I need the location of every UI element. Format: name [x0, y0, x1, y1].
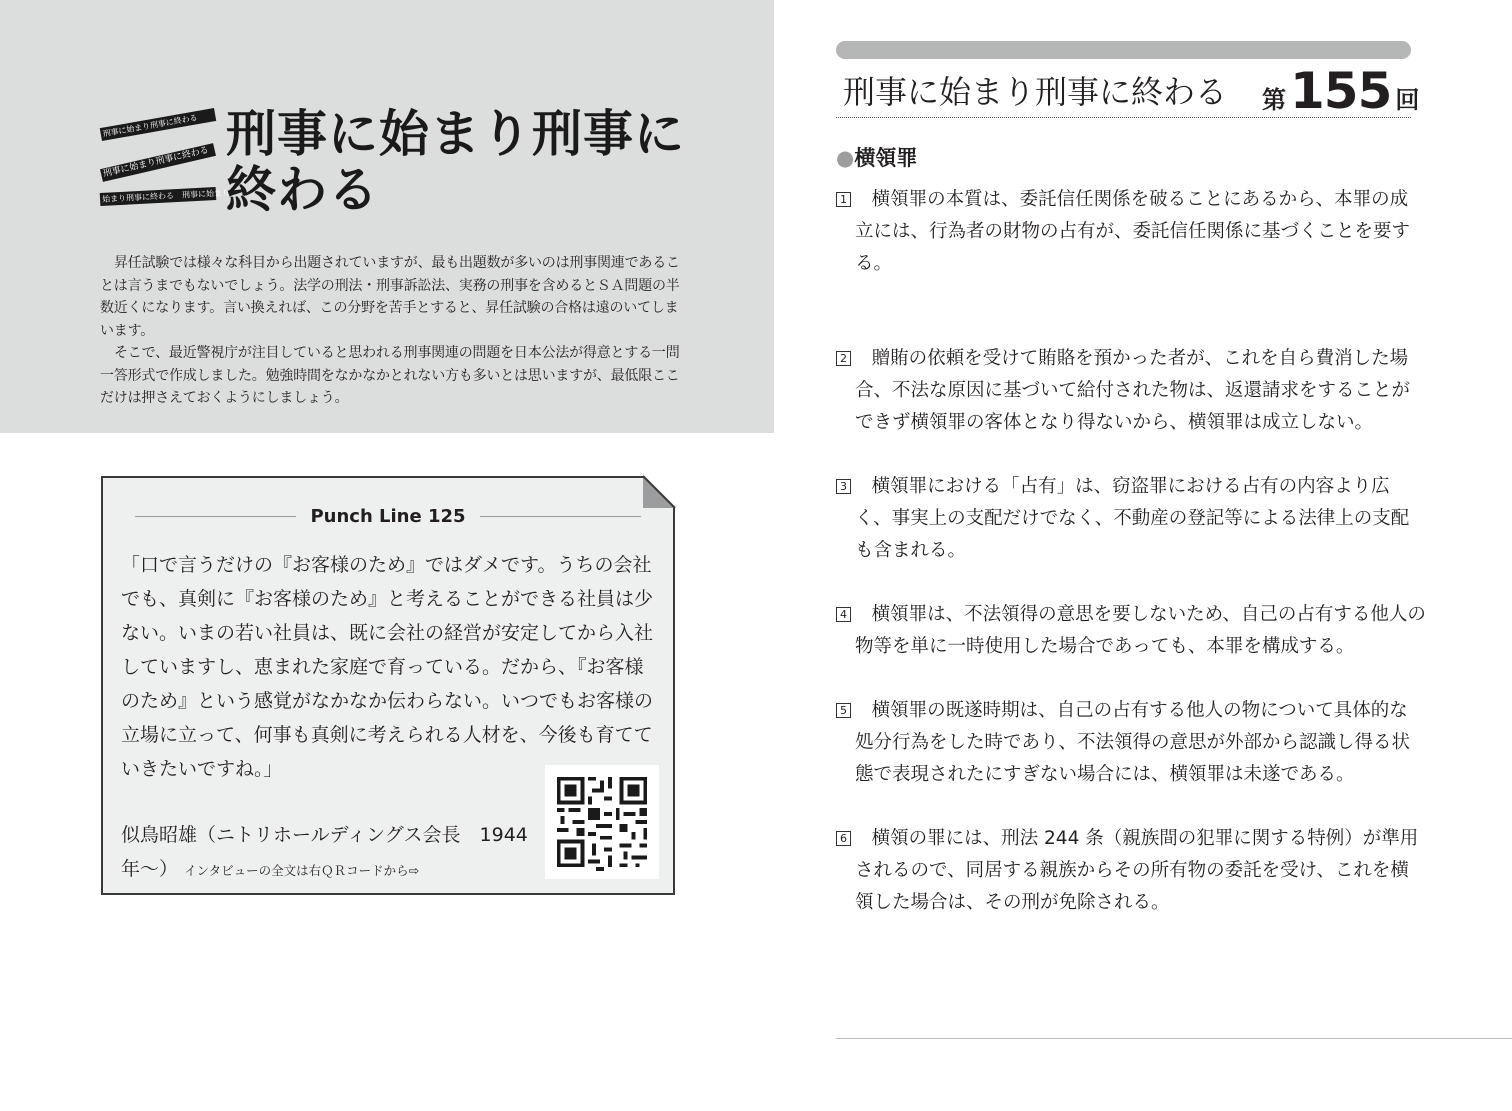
page-title-line: 終わる: [226, 161, 379, 219]
question-item: [836, 184, 1426, 280]
question-number: 4: [836, 607, 851, 622]
question-item: [836, 471, 1426, 567]
divider: [480, 516, 641, 517]
question-number: 6: [836, 831, 851, 846]
qr-code-icon[interactable]: [545, 765, 659, 879]
punch-line-author: 似鳥昭雄（ニトリホールディングス会長 1944年〜）: [121, 824, 528, 880]
intro-paragraph: そこで、最近警視庁が注目していると思われる刑事関連の問題を日本公法が得意とする一問一答形式で作成しました。勉強時間をなかなかとれない方も多いとは思いますが、最低限ここだけは押さえておくようにしましょう。: [100, 345, 680, 406]
episode-number: [1262, 62, 1419, 120]
section-title-text: 横領罪: [854, 146, 918, 170]
question-item: [836, 823, 1426, 919]
question-text: 贈賄の依頼を受けて賄賂を預かった者が、これを自ら費消した場合、不法な原因に基づいて給付された物は、返還請求をすることができず横領罪の客体となり得ないから、横領罪は成立しない。: [855, 348, 1411, 433]
punch-line-title: Punch Line 125: [310, 505, 466, 527]
divider: [135, 516, 296, 517]
title-stripe: 刑事に始まり刑事に終わる: [100, 143, 216, 182]
page-title-line: 刑事に始まり刑事に: [226, 105, 685, 163]
intro-paragraph: 昇任試験では様々な科目から出題されていますが、最も出題数が多いのは刑事関連であることは言うまでもないでしょう。法学の刑法・刑事訴訟法、実務の刑事を含めるとＳＡ問題の半数近くになります。言い換えれば、この分野を苦手とすると、昇任試験の合格は遠のいてしまいます。: [100, 255, 680, 339]
question-item: [836, 343, 1426, 439]
intro-text: [100, 252, 690, 410]
question-number: 3: [836, 479, 851, 494]
question-text: 横領罪の本質は、委託信任関係を破ることにあるから、本罪の成立には、行為者の財物の占有が、委託信任関係に基づくことを要する。: [855, 189, 1411, 274]
question-number: 5: [836, 703, 851, 718]
punch-line-box: [101, 476, 675, 895]
dotted-divider: [836, 117, 1411, 118]
question-number: 2: [836, 351, 851, 366]
punch-line-quote: 「口で言うだけの『お客様のため』ではダメです。うちの会社でも、真剣に『お客様のため』と考えることができる社員は少ない。いまの若い社員は、既に会社の経営が安定してから入社していますし、恵まれた家庭で育っている。だから、『お客様のため』という感覚がなかなか伝わらない。いつでもお客様の立場に立って、何事も真剣に考えられる人材を、今後も育てていきたいですね。」: [121, 554, 654, 780]
header-bar: [836, 41, 1411, 59]
punch-line-header: [135, 504, 641, 528]
question-text: 横領罪における「占有」は、窃盗罪における占有の内容より広く、事実上の支配だけでなく、不動産の登記等による法律上の支配も含まれる。: [855, 476, 1410, 561]
question-item: [836, 695, 1426, 791]
punch-line-attribution: [121, 818, 541, 888]
title-stripe: 刑事に始まり刑事に終わる: [100, 108, 216, 141]
qr-note: インタビューの全文は右ＱＲコードから⇨: [184, 863, 420, 878]
episode-prefix: 第: [1262, 86, 1286, 114]
question-number: 1: [836, 192, 851, 207]
title-stripes-graphic: [100, 112, 231, 212]
footer-divider: [836, 1038, 1512, 1039]
episode-count: 155: [1290, 62, 1392, 120]
question-text: 横領罪の既遂時期は、自己の占有する他人の物について具体的な処分行為をした時であり、不法領得の意思が外部から認識し得る状態で表現されたにすぎない場合には、横領罪は未遂である。: [855, 700, 1411, 785]
episode-suffix: 回: [1395, 86, 1420, 114]
section-title: [836, 143, 917, 173]
page-title: [226, 106, 685, 218]
title-stripe: 始まり刑事に終わる 刑事に始まり: [100, 187, 217, 206]
header-title: 刑事に始まり刑事に終わる: [843, 73, 1228, 111]
folded-corner-icon: [643, 476, 675, 508]
question-text: 横領罪は、不法領得の意思を要しないため、自己の占有する他人の物等を単に一時使用した場合であっても、本罪を構成する。: [855, 604, 1426, 657]
question-text: 横領の罪には、刑法 244 条（親族間の犯罪に関する特例）が準用されるので、同居する親族からその所有物の委託を受け、これを横領した場合は、その刑が免除される。: [855, 828, 1419, 913]
bullet-icon: ●: [836, 146, 855, 170]
question-item: [836, 599, 1426, 663]
